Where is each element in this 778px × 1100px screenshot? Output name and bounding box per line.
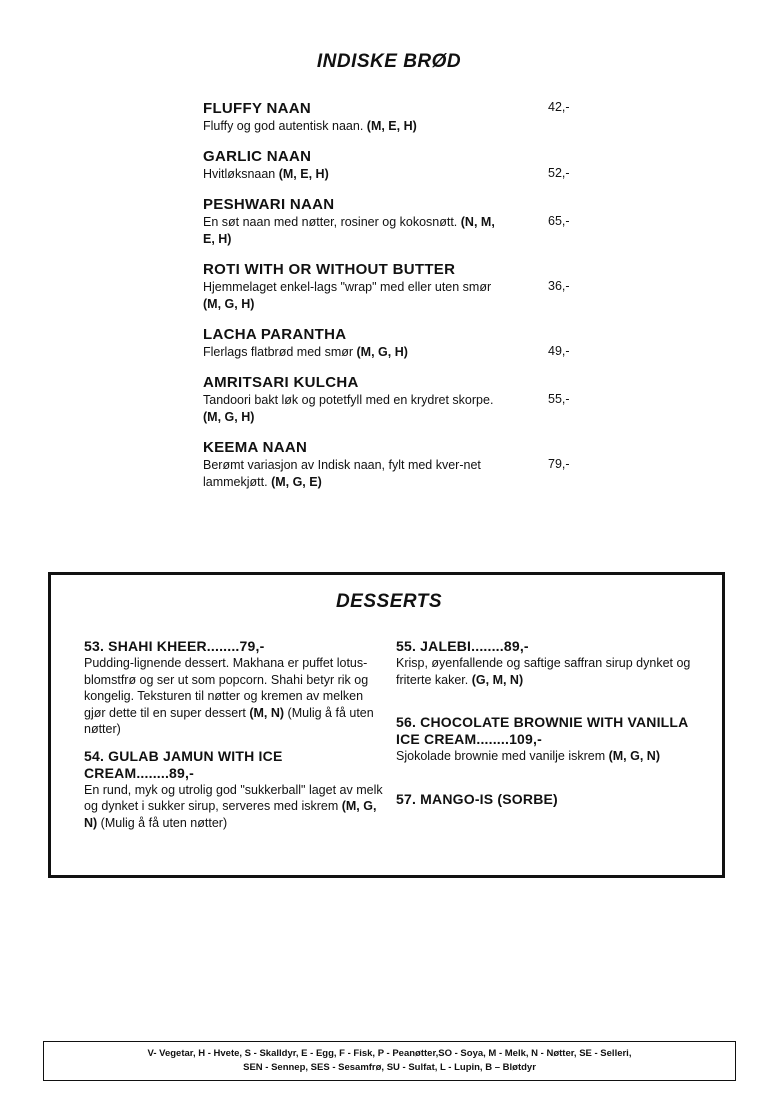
allergen-legend (43, 1041, 736, 1081)
dessert-note: (Mulig å få uten nøtter) (97, 815, 228, 830)
menu-item-price: 65,- (548, 214, 570, 228)
allergen-codes: (N, M, E, H) (203, 215, 495, 246)
allergen-codes: (M, G, H) (356, 345, 408, 359)
menu-item-name: LACHA PARANTHA (203, 326, 347, 343)
menu-item-price: 79,- (548, 457, 570, 471)
description-text: Tandoori bakt løk og potetfyll med en krydret skorpe. (203, 393, 494, 407)
menu-item-name: GARLIC NAAN (203, 148, 312, 165)
allergen-codes: (M, G, N) (84, 799, 377, 830)
menu-item (203, 374, 583, 426)
description-text: Fluffy og god autentisk naan. (203, 119, 367, 133)
dessert-item (396, 714, 696, 765)
dessert-section-title: DESSERTS (335, 591, 443, 612)
menu-item-description (203, 118, 503, 135)
menu-item-price: 36,- (548, 279, 570, 293)
allergen-codes: (M, N) (249, 705, 285, 720)
menu-item-name: FLUFFY NAAN (203, 100, 312, 117)
dessert-description (396, 655, 696, 688)
dessert-column-left (84, 638, 384, 841)
menu-item-description (203, 457, 503, 491)
allergen-codes: (M, G, E) (271, 475, 322, 489)
dessert-column-right (396, 638, 696, 818)
menu-item-price: 55,- (548, 392, 570, 406)
menu-item (203, 100, 583, 135)
menu-item-name: KEEMA NAAN (203, 439, 308, 456)
menu-item-description (203, 166, 503, 183)
dessert-item (396, 791, 696, 808)
menu-item (203, 196, 583, 248)
menu-item (203, 439, 583, 491)
allergen-legend-line: V- Vegetar, H - Hvete, S - Skalldyr, E - Egg, F - Fisk, P - Peanøtter,SO - Soya, M - Melk, N - Nøtter, SE - Selleri, (147, 1048, 632, 1059)
dessert-item (84, 638, 384, 738)
dessert-name: 55. JALEBI........89,- (396, 638, 529, 654)
menu-item-price: 42,- (548, 100, 570, 114)
description-text: Pudding-lignende dessert. Makhana er puffet lotus-blomstfrø og ser ut som popcorn. Shahi betyr rik og kongelig. Teksturen til nøtter og kremen av melken gjør dette til en super dessert (84, 656, 369, 720)
menu-item (203, 148, 583, 183)
dessert-name: 53. SHAHI KHEER........79,- (84, 638, 265, 654)
allergen-codes: (G, M, N) (471, 672, 524, 687)
menu-item-price: 49,- (548, 344, 570, 358)
menu-item-description (203, 279, 503, 313)
description-text: Hvitløksnaan (203, 167, 279, 181)
bread-menu-list (203, 100, 583, 504)
description-text: Berømt variasjon av Indisk naan, fylt med kver-net lammekjøtt. (203, 458, 481, 489)
description-text: Hjemmelaget enkel-lags "wrap" med eller uten smør (203, 280, 492, 294)
dessert-item (396, 638, 696, 688)
menu-item-name: ROTI WITH OR WITHOUT BUTTER (203, 261, 456, 278)
dessert-name: 57. MANGO-IS (SORBE) (396, 790, 558, 807)
bread-section-title: INDISKE BRØD (316, 51, 462, 72)
allergen-codes: (M, E, H) (366, 119, 417, 133)
menu-item (203, 261, 583, 313)
dessert-description (84, 782, 384, 832)
dessert-name: 54. GULAB JAMUN WITH ICE CREAM........89,- (84, 747, 283, 781)
dessert-description (396, 748, 696, 765)
dessert-description (84, 655, 384, 738)
dessert-item (84, 748, 384, 832)
allergen-codes: (M, G, H) (203, 410, 255, 424)
menu-item-description (203, 392, 503, 426)
menu-item-name: PESHWARI NAAN (203, 196, 335, 213)
menu-item (203, 326, 583, 361)
menu-item-description (203, 214, 503, 248)
dessert-name: 56. CHOCOLATE BROWNIE WITH VANILLA ICE CREAM........109,- (396, 714, 688, 747)
menu-item-name: AMRITSARI KULCHA (203, 374, 359, 391)
description-text: Krisp, øyenfallende og saftige saffran sirup dynket og friterte kaker. (396, 656, 691, 687)
description-text: Sjokolade brownie med vanilje iskrem (396, 749, 609, 763)
allergen-codes: (M, G, N) (608, 749, 660, 763)
description-text: Flerlags flatbrød med smør (203, 345, 357, 359)
description-text: En søt naan med nøtter, rosiner og kokosnøtt. (203, 215, 461, 229)
dessert-note: (Mulig å få uten nøtter) (84, 705, 374, 736)
description-text: En rund, myk og utrolig god "sukkerball" laget av melk og dynket i sukker sirup, serveres med iskrem (84, 782, 383, 813)
allergen-codes: (M, G, H) (203, 297, 255, 311)
menu-item-description (203, 344, 503, 361)
allergen-legend-line: SEN - Sennep, SES - Sesamfrø, SU - Sulfat, L - Lupin, B – Bløtdyr (243, 1062, 536, 1073)
menu-item-price: 52,- (548, 166, 570, 180)
allergen-codes: (M, E, H) (278, 167, 329, 181)
